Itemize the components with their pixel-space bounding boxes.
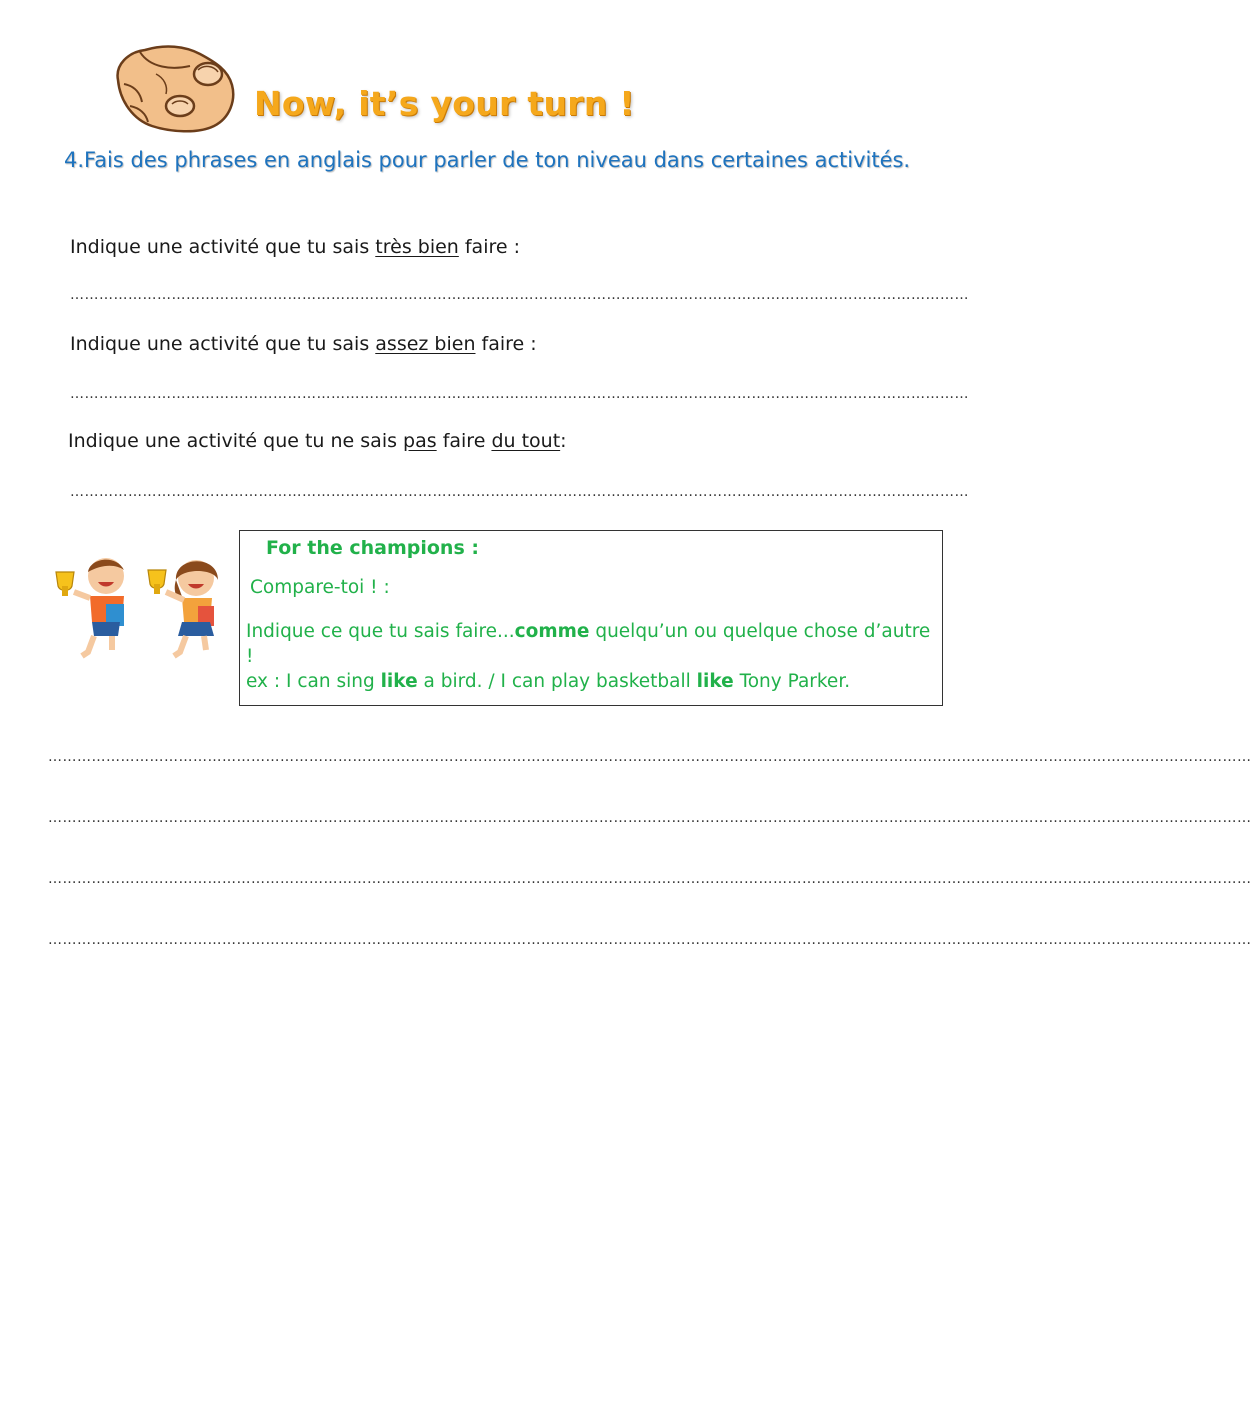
prompt-1: Indique une activité que tu sais très bien faire : [70,236,521,258]
answer-line-4[interactable]: …………………………………………………………………………………………………………………………………………………………………………………………………………………………… [48,749,1252,765]
champions-title: For the champions : [266,537,479,559]
champions-subtitle: Compare-toi ! : [250,577,390,598]
answer-line-5[interactable]: …………………………………………………………………………………………………………………………………………………………………………………………………………………………… [48,810,1252,826]
page-title: Now, it’s your turn ! [254,84,635,123]
answer-line-6[interactable]: …………………………………………………………………………………………………………………………………………………………………………………………………………………………… [48,871,1252,887]
prompt-3: Indique une activité que tu ne sais pas faire du tout: [68,430,567,452]
pointing-finger-icon [110,40,240,135]
prompt-2: Indique une activité que tu sais assez bien faire : [70,333,537,355]
kids-with-trophies-icon [46,552,236,664]
champions-instruction: Indique ce que tu sais faire...comme quelqu’un ou quelque chose d’autre ! ex : I can sing like a bird. / I can play basketball like Tony Parker. [246,621,931,692]
answer-line-7[interactable]: …………………………………………………………………………………………………………………………………………………………………………………………………………………………… [48,932,1252,948]
answer-line-3[interactable]: …………………………………………………………………………………………………………………………………………………………………… [70,484,969,500]
exercise-instruction: 4.Fais des phrases en anglais pour parler de ton niveau dans certaines activités. [64,148,911,172]
answer-line-1[interactable]: …………………………………………………………………………………………………………………………………………………………………… [70,287,969,303]
answer-line-2[interactable]: …………………………………………………………………………………………………………………………………………………………………… [70,386,969,402]
